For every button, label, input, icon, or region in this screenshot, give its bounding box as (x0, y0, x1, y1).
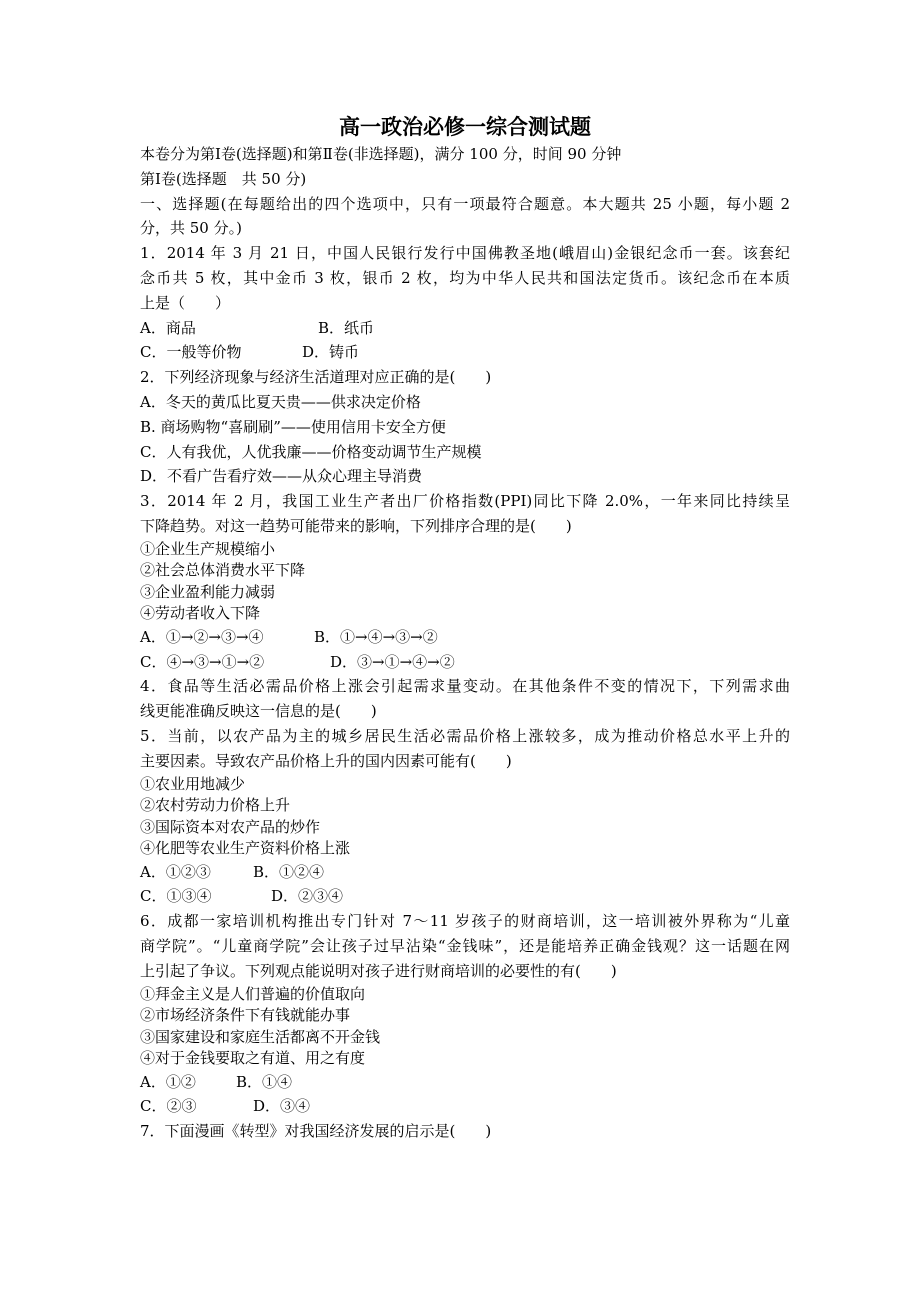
question-6-options-row-1 (140, 1070, 790, 1095)
question-6-option-b: B．①④ (236, 1072, 293, 1091)
question-6-options-row-2 (140, 1094, 790, 1119)
question-5-item-3: ③国际资本对农产品的炒作 (140, 817, 321, 836)
question-6-item-4: ④对于金钱要取之有道、用之有度 (140, 1049, 366, 1068)
question-6-option-d: D．③④ (253, 1097, 311, 1116)
question-5-option-d: D．②③④ (271, 887, 344, 906)
question-5-option-c: C．①③④ (140, 887, 212, 906)
question-6-line-1: 6．成都一家培训机构推出专门针对 7～11 岁孩子的财商培训，这一培训被外界称为“儿童 (140, 912, 790, 931)
question-5-line-1: 5．当前，以农产品为主的城乡居民生活必需品价格上涨较多，成为推动价格总水平上升的 (140, 726, 790, 745)
question-2-option-d: D．不看广告看疗效——从众心理主导消费 (140, 467, 423, 486)
question-1-line-3: 上是（ ） (140, 293, 231, 312)
question-3-option-a: A．①→②→③→④ (140, 627, 264, 646)
question-7-stem: 7．下面漫画《转型》对我国经济发展的启示是( ) (140, 1122, 492, 1141)
question-3-line-2: 下降趋势。对这一趋势可能带来的影响，下列排序合理的是( ) (140, 516, 572, 535)
question-4-line-2: 线更能准确反映这一信息的是( ) (140, 702, 377, 721)
question-5-options-row-2 (140, 884, 790, 909)
question-1-options-row-1 (140, 316, 790, 341)
question-5-item-2: ②农村劳动力价格上升 (140, 796, 291, 815)
section-instruction-line-2: 分，共 50 分。) (140, 219, 242, 238)
page-title: 高一政治必修一综合测试题 (339, 114, 591, 139)
question-1-option-a: A．商品 (140, 318, 196, 337)
question-5-item-4: ④化肥等农业生产资料价格上涨 (140, 839, 351, 858)
document-body (140, 112, 790, 1144)
question-5-item-1: ①农业用地减少 (140, 774, 246, 793)
question-3-item-4: ④劳动者收入下降 (140, 604, 261, 623)
section-instruction-line-1: 一、选择题(在每题给出的四个选项中，只有一项最符合题意。本大题共 25 小题，每小题 2 (140, 194, 790, 213)
question-6-item-2: ②市场经济条件下有钱就能办事 (140, 1006, 351, 1025)
question-6-item-3: ③国家建设和家庭生活都离不开金钱 (140, 1027, 381, 1046)
question-2-option-b: B. 商场购物“喜刷刷”——使用信用卡安全方便 (140, 417, 446, 436)
question-3-options-row-1 (140, 625, 790, 650)
question-1-option-b: B．纸币 (318, 318, 375, 337)
question-5-line-2: 主要因素。导致农产品价格上升的国内因素可能有( ) (140, 751, 512, 770)
question-2-option-a: A．冬天的黄瓜比夏天贵——供求决定价格 (140, 392, 421, 411)
question-6-option-a: A．①② (140, 1072, 196, 1091)
question-3-options-row-2 (140, 650, 790, 675)
question-6-option-c: C．②③ (140, 1097, 197, 1116)
question-6-line-2: 商学院”。“儿童商学院”会让孩子过早沾染“金钱味”，还是能培养正确金钱观？这一话题在网 (140, 936, 790, 955)
question-1-option-d: D．铸币 (302, 343, 360, 362)
question-5-option-a: A．①②③ (140, 862, 211, 881)
part-one-heading: 第Ⅰ卷(选择题 共 50 分) (140, 169, 307, 188)
question-3-line-1: 3．2014 年 2 月，我国工业生产者出厂价格指数(PPI)同比下降 2.0%，一年来同比持续呈 (140, 492, 790, 511)
exam-intro: 本卷分为第Ⅰ卷(选择题)和第Ⅱ卷(非选择题)，满分 100 分，时间 90 分钟 (140, 145, 622, 163)
question-1-option-c: C．一般等价物 (140, 343, 242, 362)
question-2-stem: 2．下列经济现象与经济生活道理对应正确的是( ) (140, 368, 492, 387)
question-2-option-c: C．人有我优，人优我廉——价格变动调节生产规模 (140, 442, 482, 461)
question-3-option-b: B．①→④→③→② (314, 627, 438, 646)
question-3-option-d: D．③→①→④→② (330, 652, 455, 671)
question-5-option-b: B．①②④ (253, 862, 325, 881)
question-3-item-2: ②社会总体消费水平下降 (140, 561, 306, 580)
question-1-options-row-2 (140, 340, 790, 365)
question-5-options-row-1 (140, 860, 790, 885)
question-4-line-1: 4．食品等生活必需品价格上涨会引起需求量变动。在其他条件不变的情况下，下列需求曲 (140, 677, 790, 696)
question-3-option-c: C．④→③→①→② (140, 652, 265, 671)
question-1-line-2: 念币共 5 枚，其中金币 3 枚，银币 2 枚，均为中华人民共和国法定货币。该纪念币在本质 (140, 268, 790, 287)
question-1-line-1: 1．2014 年 3 月 21 日，中国人民银行发行中国佛教圣地(峨眉山)金银纪念币一套。该套纪 (140, 244, 790, 263)
question-6-line-3: 上引起了争议。下列观点能说明对孩子进行财商培训的必要性的有( ) (140, 961, 617, 980)
question-3-item-3: ③企业盈利能力减弱 (140, 582, 276, 601)
question-3-item-1: ①企业生产规模缩小 (140, 539, 276, 558)
question-6-item-1: ①拜金主义是人们普遍的价值取向 (140, 984, 366, 1003)
